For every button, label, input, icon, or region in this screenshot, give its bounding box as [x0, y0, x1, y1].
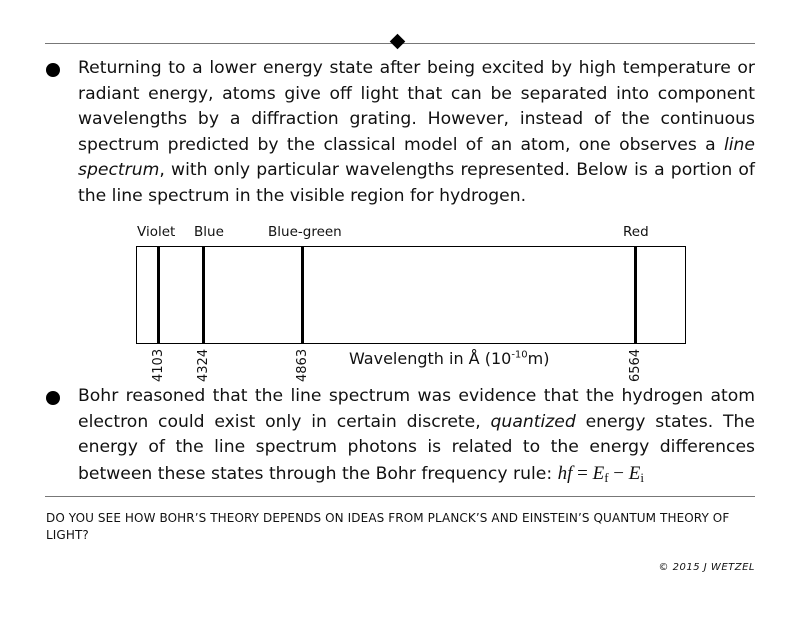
spectral-line-blue [202, 247, 205, 343]
paragraph1-text-b: , with only particular wavelengths represented. Below is a portion of the line spectrum in the visible region for hydrogen. [78, 160, 755, 206]
spectral-line-red [634, 247, 637, 343]
spectral-line-violet [157, 247, 160, 343]
wavelength-axis-label [349, 349, 549, 368]
bohr-frequency-formula [558, 463, 644, 484]
axis-label-exponent: -10 [511, 349, 528, 361]
bullet-2 [46, 391, 60, 405]
paragraph-bohr [78, 384, 755, 490]
wavelength-4863: 4863 [295, 348, 310, 382]
label-blue-green: Blue-green [268, 224, 342, 240]
paragraph-line-spectrum [78, 56, 755, 209]
label-violet: Violet [137, 224, 176, 240]
spectrum-box [136, 246, 686, 344]
bottom-divider [45, 496, 755, 497]
axis-label-suffix: m) [527, 349, 550, 368]
paragraph2-text-a: Bohr reasoned that the line spectrum was evidence that the hydrogen atom electron could exist only in certain discrete, [78, 386, 755, 432]
formula-sub-i: i [640, 469, 644, 485]
wavelength-6564: 6564 [628, 348, 643, 382]
formula-equals: = [572, 462, 593, 484]
formula-minus: − [608, 462, 629, 484]
diamond-ornament [390, 34, 406, 50]
wavelength-4324: 4324 [196, 348, 211, 382]
formula-sub-f: f [604, 469, 609, 485]
copyright-text: © 2015 J WETZEL [658, 562, 755, 573]
spectral-line-blue-green [301, 247, 304, 343]
formula-hf: hf [557, 462, 573, 484]
label-blue: Blue [194, 224, 224, 240]
formula-e-final: E [592, 462, 605, 484]
paragraph1-text-a: Returning to a lower energy state after being excited by high temperature or radiant energy, atoms give off light that can be separated into component wavelengths by a diffraction grating. However, instead of the continuous spectrum predicted by the classical model of an atom, one observes a [78, 58, 755, 155]
question-text: DO YOU SEE HOW BOHR’S THEORY DEPENDS ON IDEAS FROM PLANCK’S AND EINSTEIN’S QUANTUM THEORY OF LIGHT? [46, 511, 730, 542]
axis-label-prefix: Wavelength in Å (10 [349, 349, 512, 368]
paragraph1-emphasis: line spectrum [78, 134, 755, 180]
paragraph2-text-b: energy states. The energy of the line spectrum photons is related to the energy differences between these states through the Bohr frequency rule: [78, 411, 755, 484]
label-red: Red [623, 224, 649, 240]
formula-e-initial: E [628, 462, 641, 484]
wavelength-4103: 4103 [151, 348, 166, 382]
paragraph2-emphasis: quantized [490, 411, 576, 432]
bullet-1 [46, 63, 60, 77]
